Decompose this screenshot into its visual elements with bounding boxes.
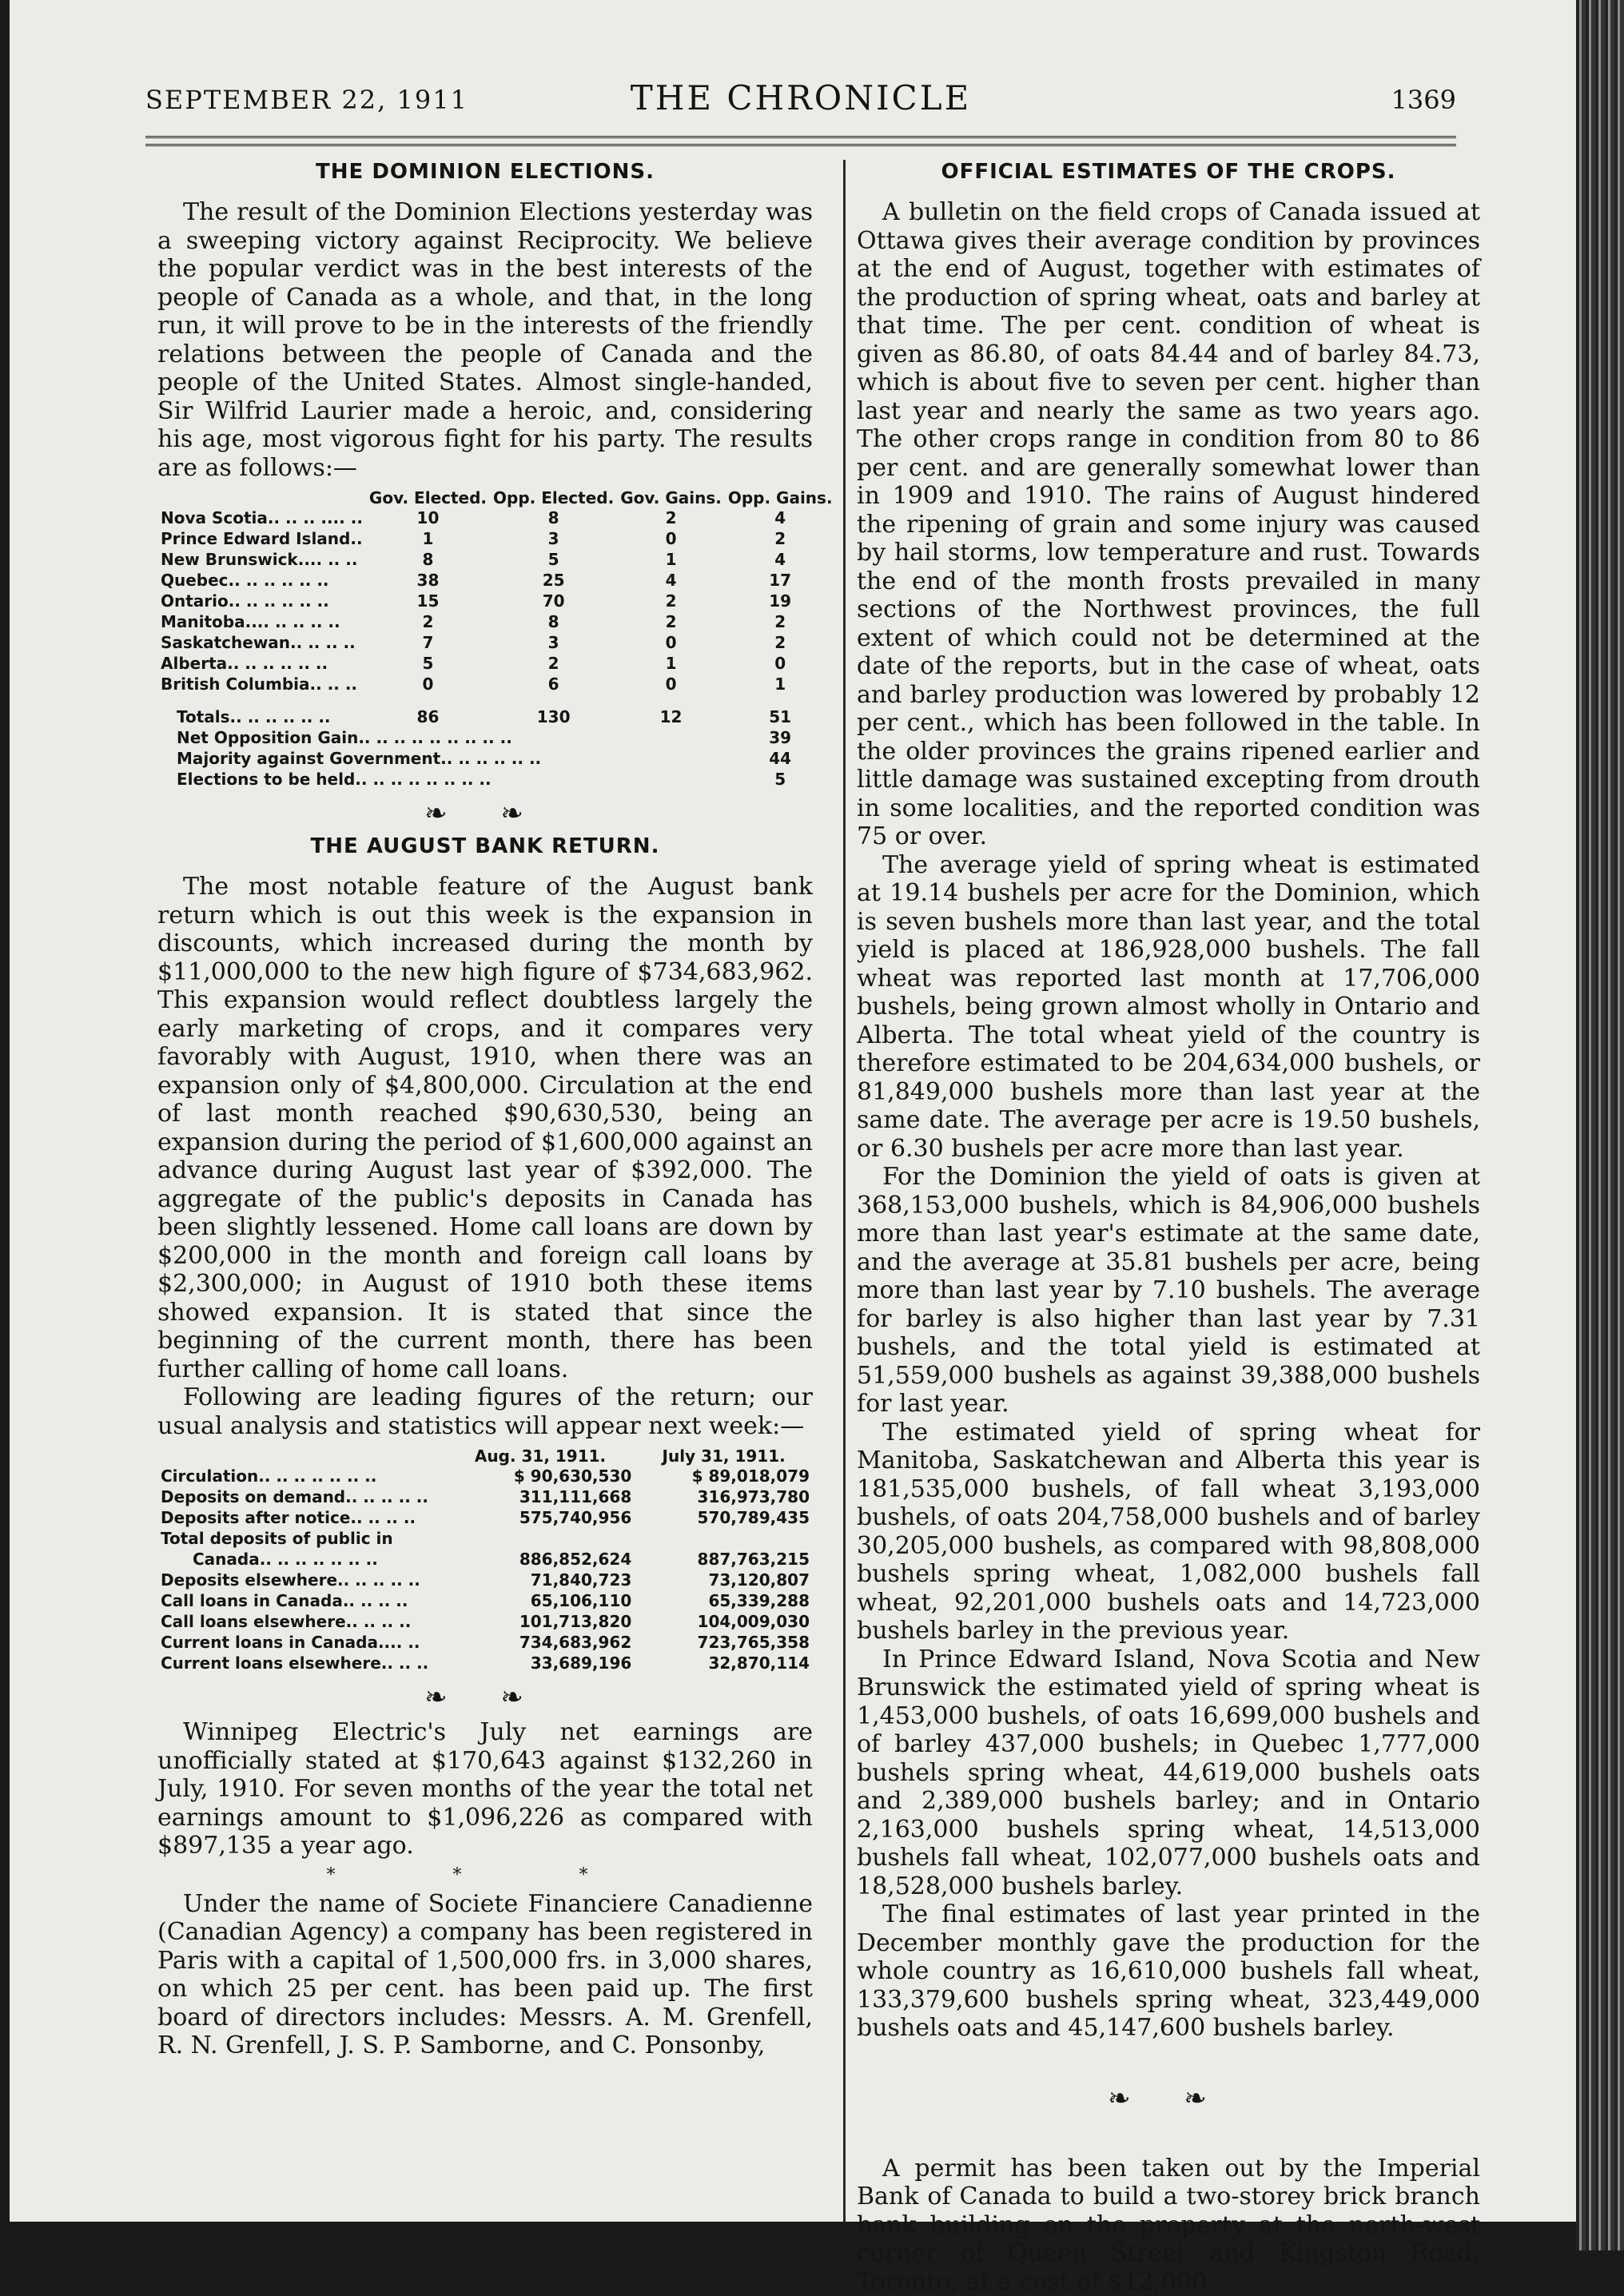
table-cell: 2 (617, 591, 725, 611)
summary-row (157, 727, 836, 748)
table-row (157, 507, 836, 528)
table-cell: 887,763,215 (635, 1549, 813, 1570)
table-cell: 8 (490, 507, 617, 528)
table-cell: 15 (366, 591, 490, 611)
table-cell: 2 (366, 611, 490, 632)
totals-label: Totals.. .. .. .. .. .. (157, 694, 366, 727)
table-row (157, 1486, 813, 1507)
crop-paragraph: The final estimates of last year printed in the December monthly gave the production for the whole country as 16,610,000 bushels fall wheat, 133,379,600 bushels spring wheat, 323,449,000 bushels oats and 45,147,600 bushels barley. (857, 1900, 1480, 2043)
row-label: Current loans elsewhere.. .. .. (157, 1653, 446, 1673)
table-cell: 73,120,807 (635, 1570, 813, 1590)
table-cell: 86 (366, 694, 490, 727)
table-cell: 3 (490, 528, 617, 549)
table-cell: 886,852,624 (446, 1549, 635, 1570)
august-bank-return-heading: THE AUGUST BANK RETURN. (157, 834, 813, 858)
winnipeg-electric-text: Winnipeg Electric's July net earnings are unofficially stated at $170,643 against $132,260 in July, 1910. For seven months of the year the total net earnings amount to $1,096,226 as compared with $897,135 a year ago. (157, 1718, 813, 1860)
table-cell: 70 (490, 591, 617, 611)
table-cell: 4 (725, 549, 836, 570)
table-row (157, 1507, 813, 1528)
table-cell: 0 (725, 653, 836, 674)
province-name: Ontario.. .. .. .. .. .. (157, 591, 366, 611)
table-row (157, 1466, 813, 1486)
table-row (157, 674, 836, 694)
table-cell: 65,106,110 (446, 1590, 635, 1611)
province-name: Nova Scotia.. .. .. .... .. (157, 507, 366, 528)
province-name: Alberta.. .. .. .. .. .. (157, 653, 366, 674)
imperial-bank-text: A permit has been taken out by the Imperial Bank of Canada to build a two-storey brick branch bank building on the property at the north-west corner of Queen Street and Kingston Road, Toronto, at a cost of $12,000. (857, 2155, 1480, 2296)
table-cell (446, 1528, 635, 1549)
issue-date: SEPTEMBER 22, 1911 (145, 85, 468, 115)
table-row (157, 611, 836, 632)
table-cell: 1 (617, 653, 725, 674)
table-cell: 734,683,962 (446, 1632, 635, 1653)
row-label: Canada.. .. .. .. .. .. .. (157, 1549, 446, 1570)
election-table-header (157, 488, 836, 507)
table-cell: 8 (490, 611, 617, 632)
table-cell: 5 (490, 549, 617, 570)
table-row (157, 653, 836, 674)
row-label: Deposits after notice.. .. .. .. (157, 1507, 446, 1528)
table-cell: 0 (617, 528, 725, 549)
table-cell: 101,713,820 (446, 1611, 635, 1632)
table-cell: 2 (725, 528, 836, 549)
row-label: Deposits elsewhere.. .. .. .. .. (157, 1570, 446, 1590)
col-opp-elected: Opp. Elected. (490, 488, 617, 507)
table-cell: 6 (490, 674, 617, 694)
table-cell: 65,339,288 (635, 1590, 813, 1611)
table-cell: 2 (490, 653, 617, 674)
dominion-elections-heading: THE DOMINION ELECTIONS. (157, 160, 813, 184)
table-cell: 4 (725, 507, 836, 528)
newspaper-page (10, 0, 1576, 2222)
summary-label: Majority against Government.. .. .. .. .. .. (157, 748, 725, 769)
table-cell: 10 (366, 507, 490, 528)
page-number: 1369 (1391, 85, 1456, 115)
crop-estimates-heading: OFFICIAL ESTIMATES OF THE CROPS. (857, 160, 1480, 184)
left-column (157, 160, 813, 2060)
bank-return-table (157, 1446, 813, 1673)
table-cell: 32,870,114 (635, 1653, 813, 1673)
table-row (157, 1528, 813, 1549)
table-cell: 3 (490, 632, 617, 653)
table-row (157, 549, 836, 570)
header-rule (145, 136, 1456, 138)
election-results-table (157, 488, 836, 790)
table-cell: 570,789,435 (635, 1507, 813, 1528)
table-cell: 71,840,723 (446, 1570, 635, 1590)
table-cell: $ 90,630,530 (446, 1466, 635, 1486)
col-gov-elected: Gov. Elected. (366, 488, 490, 507)
fleuron-ornament: ❧ ❧ (857, 2083, 1480, 2115)
summary-row (157, 748, 836, 769)
table-row (157, 1549, 813, 1570)
societe-financiere-text: Under the name of Societe Financiere Canadienne (Canadian Agency) a company has been registered in Paris with a capital of 1,500,000 frs. in 3,000 shares, on which 25 per cent. has been paid up. The first board of directors includes: Messrs. A. M. Grenfell, R. N. Grenfell, J. S. P. Samborne, and C. Ponsonby, (157, 1890, 813, 2060)
table-cell: 33,689,196 (446, 1653, 635, 1673)
table-cell: 8 (366, 549, 490, 570)
section-separator-stars: * * * (157, 1865, 813, 1885)
col-aug-1911: Aug. 31, 1911. (446, 1446, 635, 1466)
table-cell: 2 (725, 611, 836, 632)
province-name: Saskatchewan.. .. .. .. (157, 632, 366, 653)
table-cell: 1 (617, 549, 725, 570)
table-cell: 0 (617, 674, 725, 694)
running-header (145, 78, 1456, 126)
table-row (157, 528, 836, 549)
row-label: Deposits on demand.. .. .. .. .. (157, 1486, 446, 1507)
row-label: Call loans in Canada.. .. .. .. (157, 1590, 446, 1611)
table-row (157, 1611, 813, 1632)
col-opp-gains: Opp. Gains. (725, 488, 836, 507)
bank-return-text: The most notable feature of the August bank return which is out this week is the expansion in discounts, which increased during the month by $11,000,000 to the new high figure of $734,683,962. This expansion would reflect doubtless largely the early marketing of crops, and it compares very favorably with August, 1910, when there was an expansion only of $4,800,000. Circulation at the end of last month reached $90,630,530, being an expansion during the period of $1,600,000 against an advance during August last year of $392,000. The aggregate of the public's deposits in Canada has been slightly lessened. Home call loans are down by $200,000 in the month and foreign call loans by $2,300,000; in August of 1910 both these items showed expansion. It is stated that since the beginning of the current month, there has been further calling of home call loans. (157, 873, 813, 1383)
table-cell: $ 89,018,079 (635, 1466, 813, 1486)
dominion-elections-text: The result of the Dominion Elections yesterday was a sweeping victory against Reciprocity. We believe the popular verdict was in the best interests of the people of Canada as a whole, and that, in the long run, it will prove to be in the interests of the friendly relations between the people of Canada and the people of the United States. Almost single-handed, Sir Wilfrid Laurier made a heroic, and, considering his age, most vigorous fight for his party. The results are as follows:— (157, 198, 813, 482)
summary-label: Net Opposition Gain.. .. .. .. .. .. .. .. .. (157, 727, 725, 748)
table-cell: 17 (725, 570, 836, 591)
table-cell: 2 (617, 507, 725, 528)
table-cell: 51 (725, 694, 836, 727)
book-spine-edge (1576, 0, 1624, 2250)
table-cell: 2 (617, 611, 725, 632)
crop-paragraph: For the Dominion the yield of oats is given at 368,153,000 bushels, which is 84,906,000 bushels more than last year's estimate at the same date, and the average at 35.81 bushels per acre, being more than last year by 7.10 bushels. The average for barley is also higher than last year by 7.31 bushels, and the total yield is estimated at 51,559,000 bushels as against 39,388,000 bushels for last year. (857, 1163, 1480, 1419)
table-cell: 311,111,668 (446, 1486, 635, 1507)
table-row (157, 570, 836, 591)
table-cell: 38 (366, 570, 490, 591)
fleuron-ornament: ❧ ❧ (157, 798, 813, 830)
province-name: Manitoba.... .. .. .. .. (157, 611, 366, 632)
summary-value: 39 (725, 727, 836, 748)
summary-value: 44 (725, 748, 836, 769)
publication-title: THE CHRONICLE (145, 78, 1456, 117)
fleuron-ornament: ❧ ❧ (157, 1681, 813, 1713)
crop-paragraph: The average yield of spring wheat is estimated at 19.14 bushels per acre for the Dominion, which is seven bushels more than last year, and the total yield is placed at 186,928,000 bushels. The fall wheat was reported last month at 17,706,000 bushels, being grown almost wholly in Ontario and Alberta. The total wheat yield of the country is therefore estimated to be 204,634,000 bushels, or 81,849,000 bushels more than last year at the same date. The average per acre is 19.50 bushels, or 6.30 bushels per acre more than last year. (857, 851, 1480, 1164)
table-row (157, 1653, 813, 1673)
table-cell: 25 (490, 570, 617, 591)
province-name: Prince Edward Island.. (157, 528, 366, 549)
bank-table-header (157, 1446, 813, 1466)
table-cell: 0 (617, 632, 725, 653)
crop-paragraph: In Prince Edward Island, Nova Scotia and New Brunswick the estimated yield of spring wheat is 1,453,000 bushels, of oats 16,699,000 bushels and of barley 437,000 bushels; in Quebec 1,777,000 bushels spring wheat, 44,619,000 bushels oats and 2,389,000 bushels barley; and in Ontario 2,163,000 bushels spring wheat, 14,513,000 bushels fall wheat, 102,077,000 bushels oats and 18,528,000 bushels barley. (857, 1645, 1480, 1901)
table-cell: 1 (366, 528, 490, 549)
row-label: Call loans elsewhere.. .. .. .. (157, 1611, 446, 1632)
row-label: Circulation.. .. .. .. .. .. .. (157, 1466, 446, 1486)
province-name: New Brunswick.... .. .. (157, 549, 366, 570)
table-row (157, 1570, 813, 1590)
table-row (157, 1590, 813, 1611)
table-cell: 1 (725, 674, 836, 694)
row-label: Current loans in Canada.... .. (157, 1632, 446, 1653)
table-cell: 7 (366, 632, 490, 653)
table-row (157, 591, 836, 611)
table-cell: 12 (617, 694, 725, 727)
table-row (157, 1632, 813, 1653)
summary-value: 5 (725, 769, 836, 790)
table-cell: 316,973,780 (635, 1486, 813, 1507)
crop-paragraph: The estimated yield of spring wheat for Manitoba, Saskatchewan and Alberta this year is 181,535,000 bushels, of fall wheat 3,193,000 bushels, of oats 204,758,000 bushels and of barley 30,205,000 bushels, as compared with 98,808,000 bushels spring wheat, 1,082,000 bushels fall wheat, 92,201,000 bushels oats and 14,723,000 bushels barley in the previous year. (857, 1419, 1480, 1645)
table-cell: 2 (725, 632, 836, 653)
table-cell: 104,009,030 (635, 1611, 813, 1632)
crop-paragraph: A bulletin on the field crops of Canada issued at Ottawa gives their average condition by provinces at the end of August, together with estimates of the production of spring wheat, oats and barley at that time. The per cent. condition of wheat is given as 86.80, of oats 84.44 and of barley 84.73, which is about five to seven per cent. higher than last year and nearly the same as two years ago. The other crops range in condition from 80 to 86 per cent. and are generally somewhat lower than in 1909 and 1910. The rains of August hindered the ripening of grain and some injury was caused by hail storms, low temperature and rust. Towards the end of the month frosts prevailed in many sections of the Northwest provinces, the full extent of which could not be determined at the date of the reports, but in the case of wheat, oats and barley production was lowered by probably 12 per cent., which has been followed in the table. In the older provinces the grains ripened earlier and little damage was sustained excepting from drouth in some localities, and the reported condition was 75 or over. (857, 198, 1480, 851)
table-row (157, 632, 836, 653)
table-cell (635, 1528, 813, 1549)
table-cell: 723,765,358 (635, 1632, 813, 1653)
header-rule-secondary (145, 144, 1456, 146)
province-name: Quebec.. .. .. .. .. .. (157, 570, 366, 591)
table-cell: 19 (725, 591, 836, 611)
province-name: British Columbia.. .. .. (157, 674, 366, 694)
table-cell: 575,740,956 (446, 1507, 635, 1528)
summary-row (157, 769, 836, 790)
table-cell: 0 (366, 674, 490, 694)
col-jul-1911: July 31, 1911. (635, 1446, 813, 1466)
col-gov-gains: Gov. Gains. (617, 488, 725, 507)
bank-return-intro: Following are leading figures of the return; our usual analysis and statistics will appear next week:— (157, 1383, 813, 1440)
table-cell: 130 (490, 694, 617, 727)
row-label: Total deposits of public in (157, 1528, 446, 1549)
summary-label: Elections to be held.. .. .. .. .. .. .. .. (157, 769, 725, 790)
table-cell: 4 (617, 570, 725, 591)
totals-row (157, 694, 836, 727)
table-cell: 5 (366, 653, 490, 674)
column-divider (843, 160, 846, 2222)
